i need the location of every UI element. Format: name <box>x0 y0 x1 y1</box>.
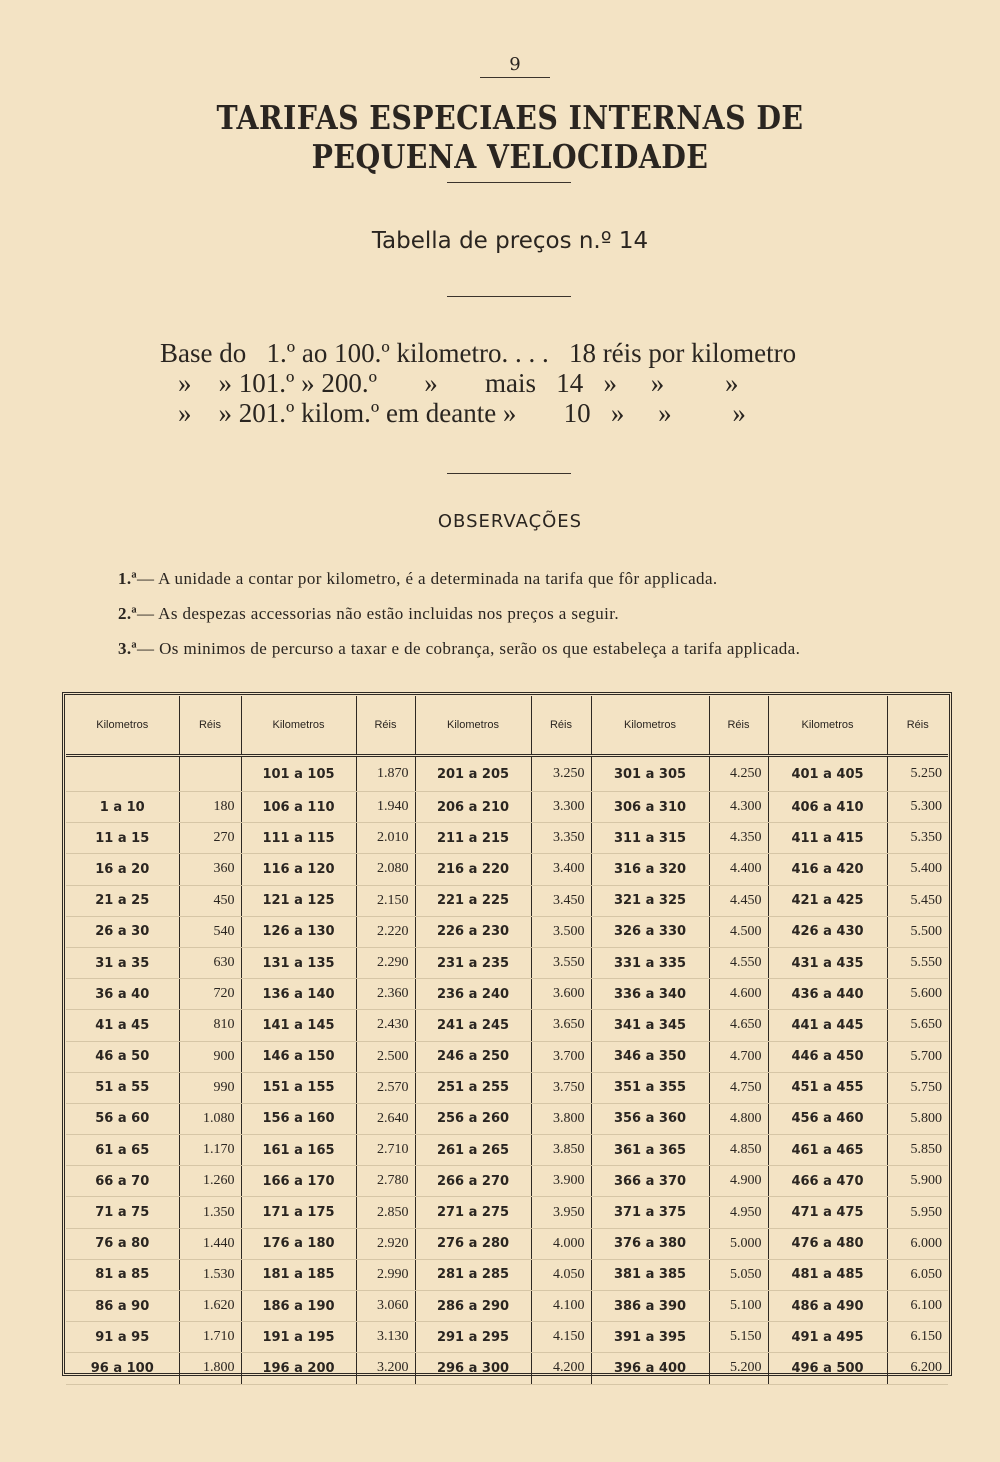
price-cell: 5.900 <box>887 1166 948 1197</box>
observation-2 <box>118 604 619 624</box>
price-cell: 4.650 <box>709 1010 768 1041</box>
price-cell: 5.450 <box>887 885 948 916</box>
price-cell: 5.100 <box>709 1291 768 1322</box>
price-cell: 270 <box>179 823 241 854</box>
price-cell: 5.300 <box>887 792 948 823</box>
divider <box>447 182 571 183</box>
table-row <box>66 1010 948 1041</box>
km-range-cell: 421 a 425 <box>768 885 887 916</box>
divider <box>447 296 571 297</box>
km-range-cell: 36 a 40 <box>66 979 179 1010</box>
price-cell: 5.700 <box>887 1041 948 1072</box>
km-range-cell: 471 a 475 <box>768 1197 887 1228</box>
price-cell: 4.400 <box>709 854 768 885</box>
price-cell: 4.000 <box>531 1228 591 1259</box>
price-cell: 3.750 <box>531 1072 591 1103</box>
price-cell: 1.800 <box>179 1353 241 1384</box>
km-range-cell: 166 a 170 <box>241 1166 356 1197</box>
km-range-cell: 381 a 385 <box>591 1259 709 1290</box>
price-cell: 5.650 <box>887 1010 948 1041</box>
km-range-cell: 56 a 60 <box>66 1103 179 1134</box>
price-cell: 4.950 <box>709 1197 768 1228</box>
column-header: Réis <box>356 696 415 756</box>
table-row <box>66 947 948 978</box>
price-cell: 3.900 <box>531 1166 591 1197</box>
km-range-cell: 491 a 495 <box>768 1322 887 1353</box>
price-cell: 5.500 <box>887 916 948 947</box>
price-cell: 4.900 <box>709 1166 768 1197</box>
km-range-cell: 76 a 80 <box>66 1228 179 1259</box>
price-cell: 1.170 <box>179 1135 241 1166</box>
price-cell: 3.800 <box>531 1103 591 1134</box>
km-range-cell: 476 a 480 <box>768 1228 887 1259</box>
km-range-cell: 291 a 295 <box>415 1322 531 1353</box>
km-range-cell: 286 a 290 <box>415 1291 531 1322</box>
km-range-cell: 171 a 175 <box>241 1197 356 1228</box>
km-range-cell: 461 a 465 <box>768 1135 887 1166</box>
km-range-cell: 251 a 255 <box>415 1072 531 1103</box>
km-range-cell: 71 a 75 <box>66 1197 179 1228</box>
price-cell: 1.260 <box>179 1166 241 1197</box>
km-range-cell: 496 a 500 <box>768 1353 887 1384</box>
price-cell: 1.620 <box>179 1291 241 1322</box>
table-row <box>66 916 948 947</box>
price-cell: 3.500 <box>531 916 591 947</box>
price-cell: 3.950 <box>531 1197 591 1228</box>
price-cell: 3.200 <box>356 1353 415 1384</box>
km-range-cell: 431 a 435 <box>768 947 887 978</box>
observation-text: — As despezas accessorias não estão incluidas nos preços a seguir. <box>137 604 620 623</box>
price-cell: 720 <box>179 979 241 1010</box>
price-cell: 6.100 <box>887 1291 948 1322</box>
table-row <box>66 1353 948 1384</box>
km-range-cell: 426 a 430 <box>768 916 887 947</box>
km-range-cell: 106 a 110 <box>241 792 356 823</box>
price-cell: 5.800 <box>887 1103 948 1134</box>
km-range-cell: 61 a 65 <box>66 1135 179 1166</box>
km-range-cell: 481 a 485 <box>768 1259 887 1290</box>
price-cell: 3.450 <box>531 885 591 916</box>
km-range-cell: 231 a 235 <box>415 947 531 978</box>
km-range-cell: 441 a 445 <box>768 1010 887 1041</box>
table-row <box>66 1072 948 1103</box>
column-header: Kilometros <box>241 696 356 756</box>
km-range-cell: 326 a 330 <box>591 916 709 947</box>
km-range-cell: 181 a 185 <box>241 1259 356 1290</box>
price-cell: 5.600 <box>887 979 948 1010</box>
base-rate-line-1: Base do 1.º ao 100.º kilometro. . . . 18 réis por kilometro <box>160 338 797 368</box>
price-cell: 3.130 <box>356 1322 415 1353</box>
column-header: Kilometros <box>768 696 887 756</box>
price-cell: 3.060 <box>356 1291 415 1322</box>
column-header: Réis <box>709 696 768 756</box>
price-cell: 3.300 <box>531 792 591 823</box>
table-row <box>66 1166 948 1197</box>
price-cell: 180 <box>179 792 241 823</box>
price-cell <box>179 756 241 792</box>
table-row <box>66 1197 948 1228</box>
price-cell: 2.850 <box>356 1197 415 1228</box>
km-range-cell: 351 a 355 <box>591 1072 709 1103</box>
km-range-cell: 336 a 340 <box>591 979 709 1010</box>
table-row <box>66 1103 948 1134</box>
table-row <box>66 1041 948 1072</box>
price-cell: 3.600 <box>531 979 591 1010</box>
price-cell: 2.430 <box>356 1010 415 1041</box>
km-range-cell: 221 a 225 <box>415 885 531 916</box>
price-cell: 5.950 <box>887 1197 948 1228</box>
column-header: Kilometros <box>66 696 179 756</box>
price-cell: 2.290 <box>356 947 415 978</box>
km-range-cell: 116 a 120 <box>241 854 356 885</box>
price-cell: 1.350 <box>179 1197 241 1228</box>
observation-text: — A unidade a contar por kilometro, é a determinada na tarifa que fôr applicada. <box>137 569 718 588</box>
price-cell: 2.010 <box>356 823 415 854</box>
column-header: Kilometros <box>415 696 531 756</box>
km-range-cell: 96 a 100 <box>66 1353 179 1384</box>
km-range-cell: 456 a 460 <box>768 1103 887 1134</box>
table-row <box>66 756 948 792</box>
price-cell: 1.710 <box>179 1322 241 1353</box>
price-cell: 1.940 <box>356 792 415 823</box>
km-range-cell: 146 a 150 <box>241 1041 356 1072</box>
tariff-table <box>66 696 948 1385</box>
km-range-cell: 256 a 260 <box>415 1103 531 1134</box>
table-row <box>66 792 948 823</box>
price-cell: 4.450 <box>709 885 768 916</box>
km-range-cell: 191 a 195 <box>241 1322 356 1353</box>
km-range-cell: 236 a 240 <box>415 979 531 1010</box>
price-cell: 630 <box>179 947 241 978</box>
price-cell: 1.080 <box>179 1103 241 1134</box>
km-range-cell: 156 a 160 <box>241 1103 356 1134</box>
km-range-cell: 176 a 180 <box>241 1228 356 1259</box>
price-cell: 2.990 <box>356 1259 415 1290</box>
price-cell: 540 <box>179 916 241 947</box>
price-cell: 5.550 <box>887 947 948 978</box>
km-range-cell: 41 a 45 <box>66 1010 179 1041</box>
km-range-cell: 321 a 325 <box>591 885 709 916</box>
price-cell: 4.250 <box>709 756 768 792</box>
km-range-cell: 436 a 440 <box>768 979 887 1010</box>
price-cell: 1.870 <box>356 756 415 792</box>
price-cell: 2.640 <box>356 1103 415 1134</box>
price-cell: 2.220 <box>356 916 415 947</box>
km-range-cell: 361 a 365 <box>591 1135 709 1166</box>
km-range-cell: 121 a 125 <box>241 885 356 916</box>
price-cell: 4.200 <box>531 1353 591 1384</box>
base-rate-line-3: » » 201.º kilom.º em deante » 10 » » » <box>178 398 746 428</box>
table-row <box>66 1291 948 1322</box>
price-cell: 2.500 <box>356 1041 415 1072</box>
km-range-cell: 261 a 265 <box>415 1135 531 1166</box>
km-range-cell: 241 a 245 <box>415 1010 531 1041</box>
km-range-cell: 11 a 15 <box>66 823 179 854</box>
observation-number: 3.ª <box>118 639 138 658</box>
price-cell: 3.350 <box>531 823 591 854</box>
km-range-cell: 216 a 220 <box>415 854 531 885</box>
km-range-cell: 81 a 85 <box>66 1259 179 1290</box>
price-cell: 3.550 <box>531 947 591 978</box>
price-cell: 4.150 <box>531 1322 591 1353</box>
km-range-cell: 131 a 135 <box>241 947 356 978</box>
price-cell: 5.000 <box>709 1228 768 1259</box>
km-range-cell: 271 a 275 <box>415 1197 531 1228</box>
price-cell: 4.850 <box>709 1135 768 1166</box>
km-range-cell: 301 a 305 <box>591 756 709 792</box>
km-range-cell: 281 a 285 <box>415 1259 531 1290</box>
table-row <box>66 823 948 854</box>
price-cell: 4.350 <box>709 823 768 854</box>
observation-3 <box>118 639 800 659</box>
table-row <box>66 1322 948 1353</box>
price-cell: 2.570 <box>356 1072 415 1103</box>
km-range-cell: 356 a 360 <box>591 1103 709 1134</box>
price-cell: 4.600 <box>709 979 768 1010</box>
km-range-cell: 296 a 300 <box>415 1353 531 1384</box>
page-number: 9 <box>480 54 550 78</box>
table-row <box>66 1228 948 1259</box>
observation-number: 2.ª <box>118 604 138 623</box>
km-range-cell: 411 a 415 <box>768 823 887 854</box>
price-cell: 4.500 <box>709 916 768 947</box>
table-row <box>66 979 948 1010</box>
price-cell: 5.400 <box>887 854 948 885</box>
price-cell: 4.050 <box>531 1259 591 1290</box>
observation-number: 1.ª <box>118 569 138 588</box>
km-range-cell: 386 a 390 <box>591 1291 709 1322</box>
price-cell: 3.250 <box>531 756 591 792</box>
price-cell: 2.080 <box>356 854 415 885</box>
price-cell: 4.700 <box>709 1041 768 1072</box>
km-range-cell: 371 a 375 <box>591 1197 709 1228</box>
km-range-cell: 266 a 270 <box>415 1166 531 1197</box>
base-rate-line-2: » » 101.º » 200.º » mais 14 » » » <box>178 368 739 398</box>
price-cell: 3.650 <box>531 1010 591 1041</box>
price-cell: 6.150 <box>887 1322 948 1353</box>
km-range-cell: 201 a 205 <box>415 756 531 792</box>
km-range-cell: 186 a 190 <box>241 1291 356 1322</box>
price-cell: 2.360 <box>356 979 415 1010</box>
column-header: Kilometros <box>591 696 709 756</box>
price-cell: 4.300 <box>709 792 768 823</box>
price-cell: 2.780 <box>356 1166 415 1197</box>
km-range-cell: 226 a 230 <box>415 916 531 947</box>
price-cell: 990 <box>179 1072 241 1103</box>
km-range-cell: 466 a 470 <box>768 1166 887 1197</box>
price-cell: 450 <box>179 885 241 916</box>
table-subtitle: Tabella de preços n.º 14 <box>371 228 649 254</box>
observation-1 <box>118 569 718 589</box>
km-range-cell: 101 a 105 <box>241 756 356 792</box>
km-range-cell: 26 a 30 <box>66 916 179 947</box>
price-cell: 4.750 <box>709 1072 768 1103</box>
table-header-row <box>66 696 948 756</box>
km-range-cell: 31 a 35 <box>66 947 179 978</box>
km-range-cell: 391 a 395 <box>591 1322 709 1353</box>
column-header: Réis <box>179 696 241 756</box>
table-row <box>66 1259 948 1290</box>
table-row <box>66 854 948 885</box>
km-range-cell: 331 a 335 <box>591 947 709 978</box>
km-range-cell: 396 a 400 <box>591 1353 709 1384</box>
km-range-cell: 211 a 215 <box>415 823 531 854</box>
km-range-cell: 406 a 410 <box>768 792 887 823</box>
price-cell: 6.050 <box>887 1259 948 1290</box>
km-range-cell: 86 a 90 <box>66 1291 179 1322</box>
price-cell: 4.800 <box>709 1103 768 1134</box>
km-range-cell: 111 a 115 <box>241 823 356 854</box>
price-cell: 810 <box>179 1010 241 1041</box>
table-row <box>66 885 948 916</box>
price-cell: 900 <box>179 1041 241 1072</box>
km-range-cell: 316 a 320 <box>591 854 709 885</box>
km-range-cell: 1 a 10 <box>66 792 179 823</box>
km-range-cell: 306 a 310 <box>591 792 709 823</box>
price-cell: 1.530 <box>179 1259 241 1290</box>
km-range-cell: 451 a 455 <box>768 1072 887 1103</box>
km-range-cell: 366 a 370 <box>591 1166 709 1197</box>
price-cell: 360 <box>179 854 241 885</box>
km-range-cell: 151 a 155 <box>241 1072 356 1103</box>
price-cell: 2.150 <box>356 885 415 916</box>
km-range-cell: 46 a 50 <box>66 1041 179 1072</box>
km-range-cell <box>66 756 179 792</box>
km-range-cell: 161 a 165 <box>241 1135 356 1166</box>
km-range-cell: 206 a 210 <box>415 792 531 823</box>
km-range-cell: 66 a 70 <box>66 1166 179 1197</box>
price-cell: 6.000 <box>887 1228 948 1259</box>
price-cell: 2.920 <box>356 1228 415 1259</box>
price-cell: 1.440 <box>179 1228 241 1259</box>
km-range-cell: 51 a 55 <box>66 1072 179 1103</box>
column-header: Réis <box>887 696 948 756</box>
price-cell: 3.400 <box>531 854 591 885</box>
column-header: Réis <box>531 696 591 756</box>
price-cell: 4.550 <box>709 947 768 978</box>
divider <box>447 473 571 474</box>
table-body <box>66 756 948 1385</box>
km-range-cell: 376 a 380 <box>591 1228 709 1259</box>
km-range-cell: 136 a 140 <box>241 979 356 1010</box>
price-cell: 4.100 <box>531 1291 591 1322</box>
table-row <box>66 1135 948 1166</box>
km-range-cell: 341 a 345 <box>591 1010 709 1041</box>
price-cell: 5.750 <box>887 1072 948 1103</box>
km-range-cell: 141 a 145 <box>241 1010 356 1041</box>
observation-text: — Os minimos de percurso a taxar e de cobrança, serão os que estabeleça a tarifa applicada. <box>137 639 801 658</box>
price-cell: 6.200 <box>887 1353 948 1384</box>
km-range-cell: 446 a 450 <box>768 1041 887 1072</box>
price-cell: 3.700 <box>531 1041 591 1072</box>
price-cell: 5.250 <box>887 756 948 792</box>
km-range-cell: 276 a 280 <box>415 1228 531 1259</box>
price-cell: 5.850 <box>887 1135 948 1166</box>
page-title: TARIFAS ESPECIAES INTERNAS DE PEQUENA VELOCIDADE <box>216 98 804 176</box>
km-range-cell: 416 a 420 <box>768 854 887 885</box>
price-cell: 5.150 <box>709 1322 768 1353</box>
km-range-cell: 16 a 20 <box>66 854 179 885</box>
price-cell: 5.200 <box>709 1353 768 1384</box>
price-cell: 2.710 <box>356 1135 415 1166</box>
price-cell: 5.350 <box>887 823 948 854</box>
observations-title: OBSERVAÇÕES <box>437 511 583 532</box>
km-range-cell: 346 a 350 <box>591 1041 709 1072</box>
km-range-cell: 401 a 405 <box>768 756 887 792</box>
km-range-cell: 196 a 200 <box>241 1353 356 1384</box>
km-range-cell: 126 a 130 <box>241 916 356 947</box>
price-cell: 5.050 <box>709 1259 768 1290</box>
km-range-cell: 21 a 25 <box>66 885 179 916</box>
km-range-cell: 486 a 490 <box>768 1291 887 1322</box>
km-range-cell: 246 a 250 <box>415 1041 531 1072</box>
km-range-cell: 311 a 315 <box>591 823 709 854</box>
price-cell: 3.850 <box>531 1135 591 1166</box>
km-range-cell: 91 a 95 <box>66 1322 179 1353</box>
